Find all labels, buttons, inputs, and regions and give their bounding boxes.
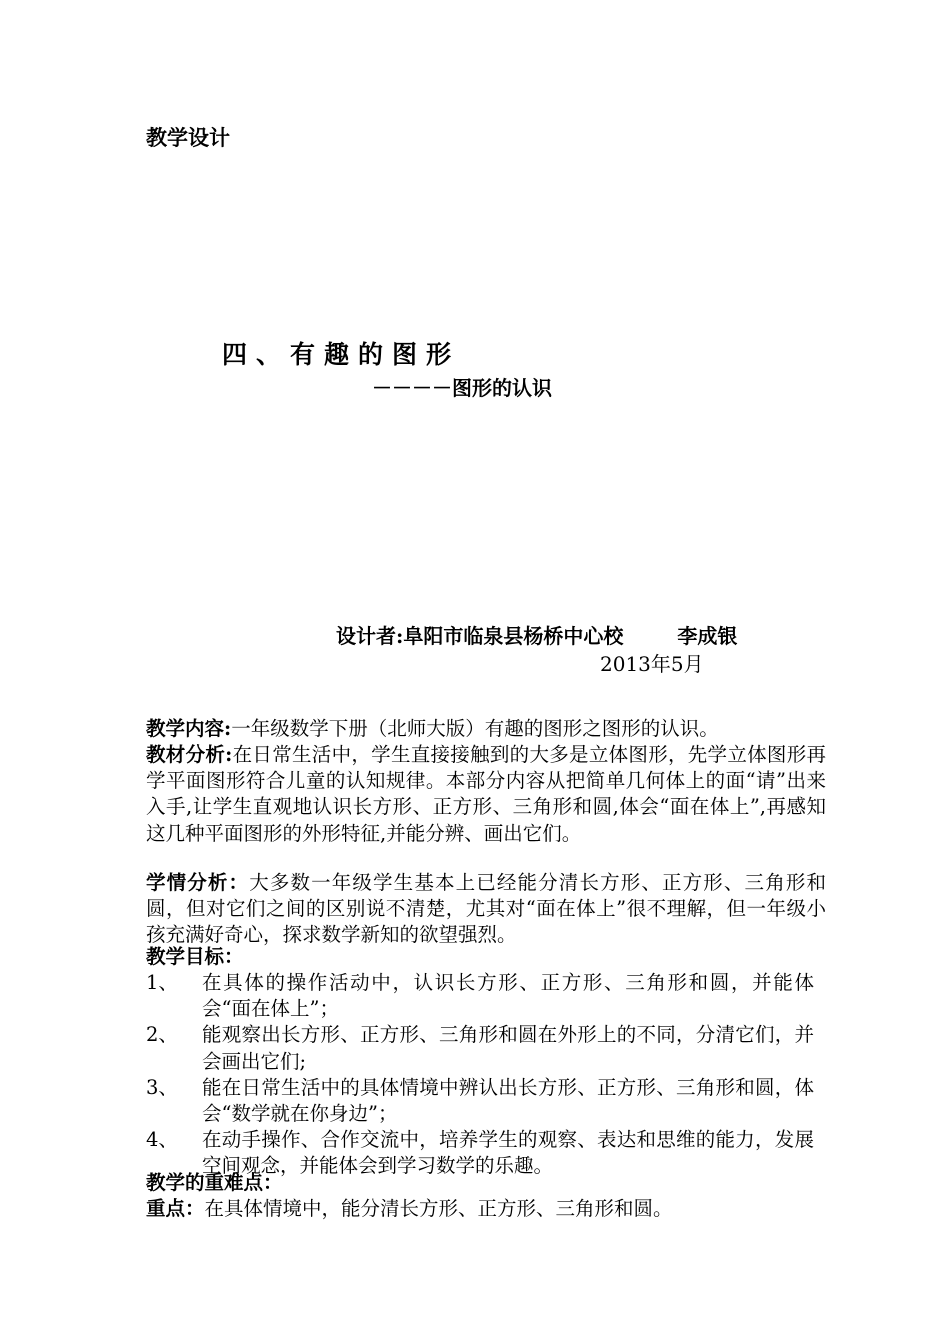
- section-label: 教材分析:: [146, 743, 233, 766]
- list-item: [146, 1022, 826, 1074]
- section-label: 重点：: [146, 1197, 205, 1220]
- list-item: [146, 1075, 826, 1127]
- designer-date: 2013年5月: [600, 652, 704, 676]
- goal-text: 在具体的操作活动中，认识长方形、正方形、三角形和圆，并能体会“面在体上”；: [202, 971, 814, 1021]
- list-item: [146, 970, 826, 1022]
- section-key-points: [146, 1196, 826, 1222]
- goal-text: 在动手操作、合作交流中，培养学生的观察、表达和思维的能力，发展空间观念，并能体会到学习数学的乐趣。: [202, 1128, 814, 1178]
- goal-text: 能在日常生活中的具体情境中辨认出长方形、正方形、三角形和圆，体会“数学就在你身边”；: [202, 1075, 814, 1126]
- section-learner-analysis: [146, 870, 826, 949]
- goal-text: 能观察出长方形、正方形、三角形和圆在外形上的不同，分清它们，并会画出它们;: [202, 1023, 814, 1073]
- section-text: 在具体情境中，能分清长方形、正方形、三角形和圆。: [204, 1197, 673, 1220]
- goal-number: 4、: [146, 1128, 178, 1152]
- section-teaching-content: [146, 716, 826, 742]
- goal-number: 3、: [146, 1075, 178, 1099]
- section-material-analysis: [146, 742, 826, 847]
- section-text: 在日常生活中，学生直接接触到的大多是立体图形，先学立体图形再学平面图形符合儿童的认知规律。本部分内容从把简单几何体上的面“请”出来入手,让学生直观地认识长方形、正方形、三角形和圆,体会“面在体上”,再感知这几种平面图形的外形特征,并能分辨、画出它们。: [146, 743, 826, 845]
- section-text: 一年级数学下册（北师大版）有趣的图形之图形的认识。: [231, 717, 719, 740]
- goal-number: 2、: [146, 1023, 178, 1047]
- designer-name: 李成银: [677, 624, 738, 648]
- goals-heading: 教学目标：: [146, 945, 244, 968]
- goal-number: 1、: [146, 971, 178, 994]
- key-points-heading: 教学的重难点：: [146, 1171, 283, 1194]
- designer-label: 设计者:: [336, 624, 404, 648]
- section-label: 教学内容:: [146, 717, 232, 740]
- document-label: 教学设计: [146, 125, 230, 150]
- section-label: 学情分析：: [146, 871, 250, 894]
- designer-school: 阜阳市临泉县杨桥中心校: [403, 624, 624, 648]
- page-subtitle: －－－－图形的认识: [372, 376, 552, 400]
- designer-line: [336, 620, 737, 649]
- section-text: 大多数一年级学生基本上已经能分清长方形、正方形、三角形和圆，但对它们之间的区别说不清楚，尤其对“面在体上”很不理解，但一年级小孩充满好奇心，探求数学新知的欲望强烈。: [146, 871, 826, 947]
- page-title: 四、有趣的图形: [222, 340, 461, 369]
- goals-list: [146, 970, 826, 1180]
